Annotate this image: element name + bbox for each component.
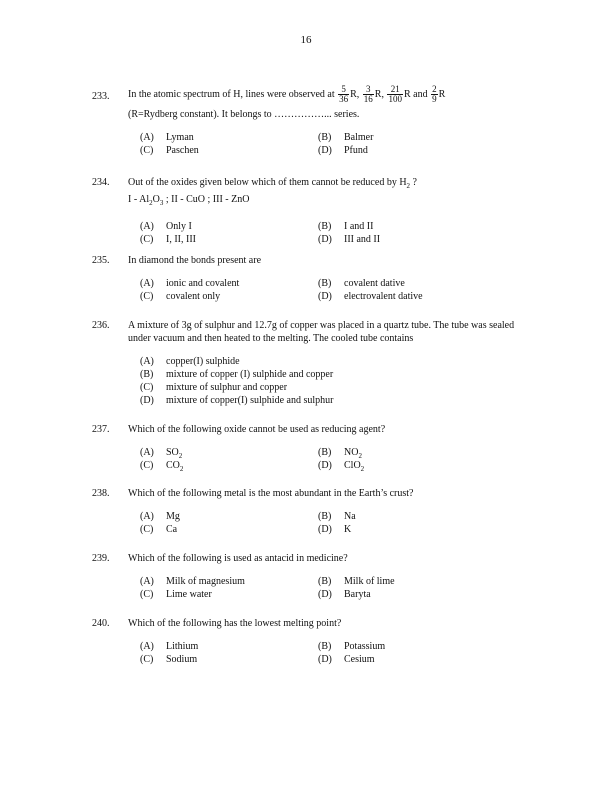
option-d[interactable]: (D) III and II xyxy=(318,234,381,245)
question-text: Out of the oxides given below which of them cannot be reduced by $H_2$ ? I - $Al_2O_3$ ; II - CuO ; III - ZnO xyxy=(128,177,417,207)
option-d[interactable]: (D) electrovalent dative xyxy=(318,291,423,302)
question-number: 239. xyxy=(92,553,110,564)
question-number: 236. xyxy=(92,320,110,331)
question-number: 235. xyxy=(92,255,110,266)
question-intro: In the atomic spectrum of H, lines were observed at xyxy=(128,89,335,100)
question-text: Which of the following metal is the most abundant in the Earth’s crust? xyxy=(128,488,414,499)
option-c[interactable]: (C) Ca xyxy=(140,524,178,535)
question-text: Which of the following is used as antacid in medicine? xyxy=(128,553,348,564)
option-c[interactable]: (C) covalent only xyxy=(140,291,221,302)
option-d[interactable]: (D) Baryta xyxy=(318,589,371,600)
option-d[interactable]: (D) ClO$_2$ xyxy=(318,460,365,473)
question-line-2: (R=Rydberg constant). It belongs to ……………... series. xyxy=(128,109,360,120)
and-word: and xyxy=(413,89,428,100)
options xyxy=(140,355,532,407)
page-number: 16 xyxy=(300,34,312,46)
options xyxy=(140,277,532,303)
question-number: 234. xyxy=(92,177,110,188)
option-a[interactable]: (A) ionic and covalent xyxy=(140,278,240,289)
option-d[interactable]: (D) Pfund xyxy=(318,145,368,156)
fraction-21-100: $\frac{21}{100}$ xyxy=(388,84,402,105)
question-238 xyxy=(92,487,532,536)
question-235 xyxy=(92,254,532,303)
option-a[interactable]: (A) Milk of magnesium xyxy=(140,576,245,587)
question-239 xyxy=(92,552,532,601)
options xyxy=(140,220,532,246)
question-text: In diamond the bonds present are xyxy=(128,255,262,266)
option-a[interactable]: (A) Only I xyxy=(140,221,192,232)
fraction-2-9: $\frac{2}{9}$ xyxy=(432,84,437,105)
rydberg-symbol: R, xyxy=(350,89,360,100)
option-b[interactable]: (B) I and II xyxy=(318,221,374,232)
question-236 xyxy=(92,319,532,407)
option-a[interactable]: (A) copper(I) sulphide xyxy=(140,356,240,367)
question-number: 238. xyxy=(92,488,110,499)
option-d[interactable]: (D) K xyxy=(318,524,352,535)
option-c[interactable]: (C) Paschen xyxy=(140,145,199,156)
option-b[interactable]: (B) Na xyxy=(318,511,356,522)
options xyxy=(140,446,532,472)
option-c[interactable]: (C) Sodium xyxy=(140,654,198,665)
question-text: Which of the following has the lowest melting point? xyxy=(128,618,342,629)
option-a[interactable]: (A) Lithium xyxy=(140,641,199,652)
question-text xyxy=(128,82,532,121)
question-text: A mixture of 3g of sulphur and 12.7g of copper was placed in a quartz tube. The tube was sealed under vacuum and then heated to the melting. The cooled tube contains xyxy=(128,320,515,344)
question-240 xyxy=(92,617,532,666)
fraction-3-16: $\frac{3}{16}$ xyxy=(363,84,373,105)
options xyxy=(140,575,532,601)
option-b[interactable]: (B) $NO_2$ xyxy=(318,447,362,460)
option-b[interactable]: (B) covalent dative xyxy=(318,278,405,289)
rydberg-symbol: R xyxy=(403,89,411,100)
question-number: 240. xyxy=(92,618,110,629)
options xyxy=(140,640,532,666)
question-237 xyxy=(92,423,532,472)
option-b[interactable]: (B) Potassium xyxy=(318,641,386,652)
question-number: 237. xyxy=(92,424,110,435)
rydberg-symbol: R, xyxy=(374,89,384,100)
option-a[interactable]: (A) Lyman xyxy=(140,132,194,143)
option-b[interactable]: (B) Milk of lime xyxy=(318,576,395,587)
rydberg-symbol: R xyxy=(438,89,446,100)
option-c[interactable]: (C) Lime water xyxy=(140,589,212,600)
question-234 xyxy=(92,176,532,246)
option-c[interactable]: (C) $CO_2$ xyxy=(140,460,184,473)
question-233 xyxy=(92,82,532,157)
option-d[interactable]: (D) Cesium xyxy=(318,654,375,665)
option-b[interactable]: (B) Balmer xyxy=(318,132,374,143)
option-c[interactable]: (C) mixture of sulphur and copper xyxy=(140,382,288,393)
fraction-5-36: $\frac{5}{36}$ xyxy=(339,84,349,105)
option-a[interactable]: (A) $SO_2$ xyxy=(140,447,183,460)
option-a[interactable]: (A) Mg xyxy=(140,511,180,522)
question-text: Which of the following oxide cannot be used as reducing agent? xyxy=(128,424,386,435)
options xyxy=(140,510,532,536)
option-d[interactable]: (D) mixture of copper(I) sulphide and sulphur xyxy=(140,395,334,406)
option-c[interactable]: (C) I, II, III xyxy=(140,234,196,245)
options xyxy=(140,131,532,157)
question-number: 233. xyxy=(92,91,110,102)
option-b[interactable]: (B) mixture of copper (I) sulphide and copper xyxy=(140,369,334,380)
